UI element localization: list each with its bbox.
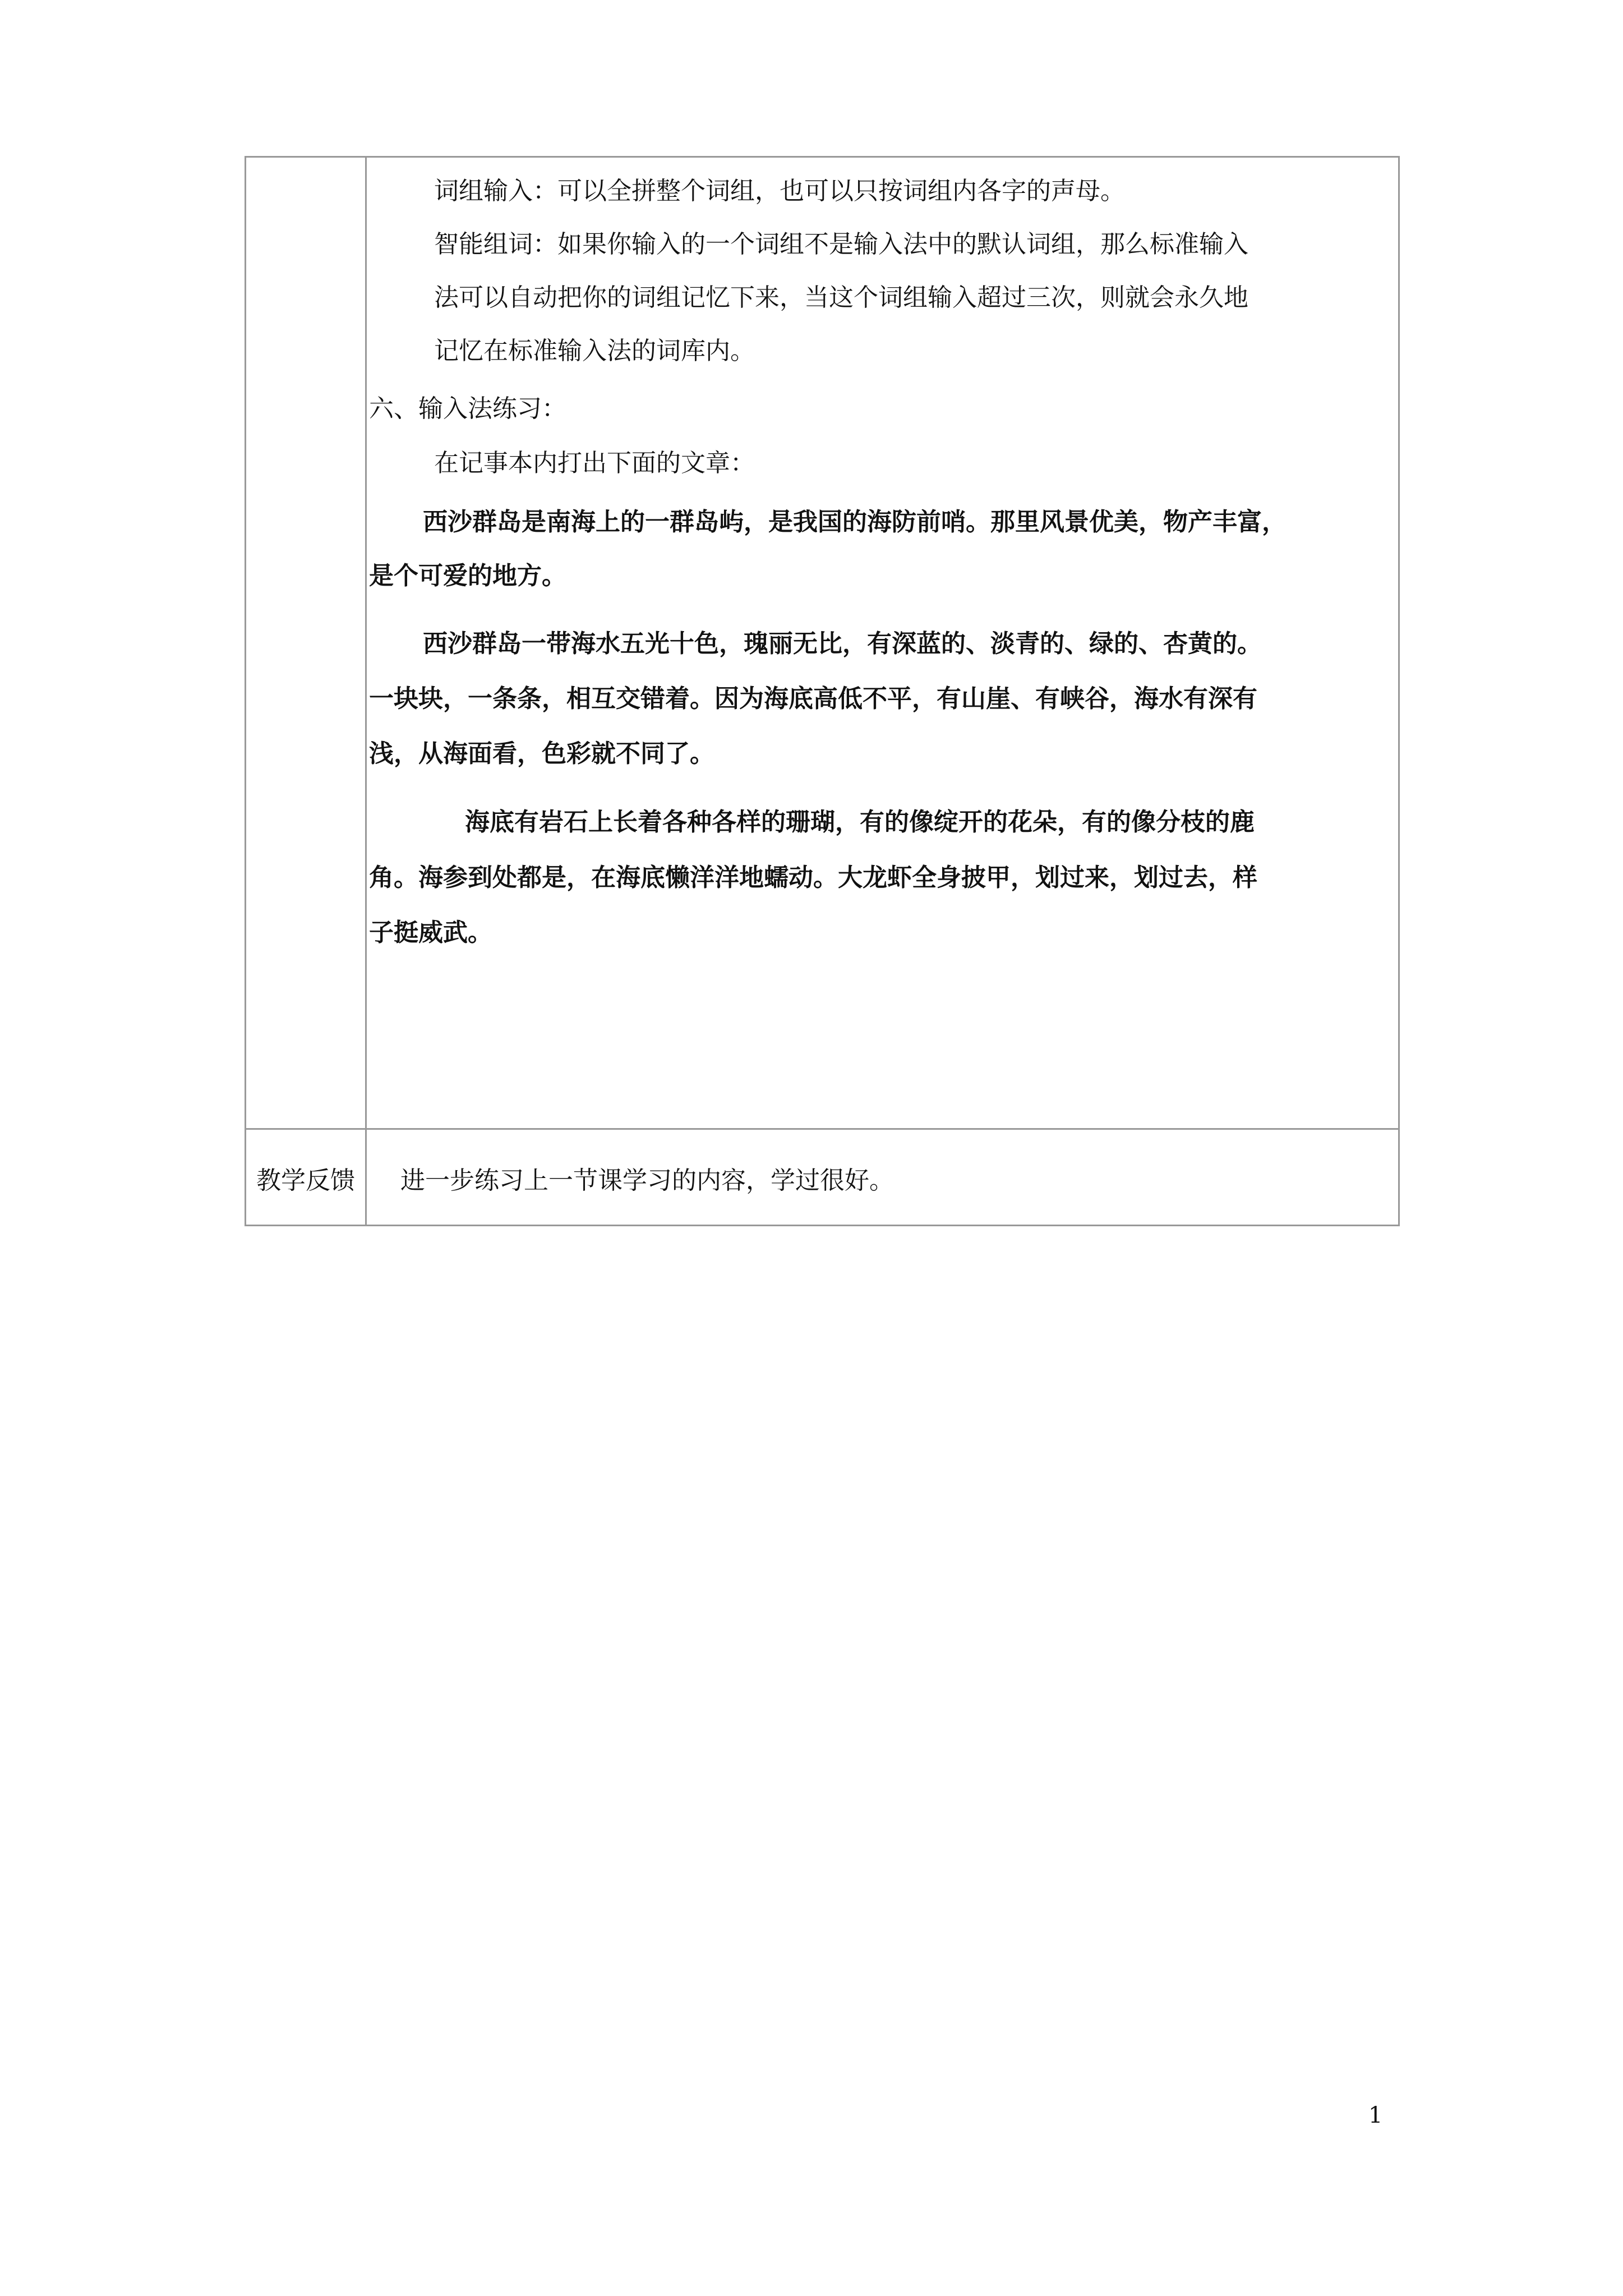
article-line: 浅，从海面看，色彩就不同了。 xyxy=(369,739,714,768)
text-line: 词组输入：可以全拼整个词组，也可以只按词组内各字的声母。 xyxy=(434,177,1125,205)
article-line: 角。海参到处都是，在海底懒洋洋地蠕动。大龙虾全身披甲，划过来，划过去，样 xyxy=(369,863,1257,892)
text-line: 记忆在标准输入法的词库内。 xyxy=(434,337,755,365)
text-line: 法可以自动把你的词组记忆下来，当这个词组输入超过三次，则就会永久地 xyxy=(434,283,1248,312)
page-number: 1 xyxy=(1368,2102,1383,2128)
article-line: 海底有岩石上长着各种各样的珊瑚，有的像绽开的花朵，有的像分枝的鹿 xyxy=(465,808,1255,836)
section-heading: 六、输入法练习： xyxy=(369,394,566,423)
lesson-table xyxy=(245,156,1400,1226)
content-cell xyxy=(367,158,1398,1128)
text-line: 智能组词：如果你输入的一个词组不是输入法中的默认词组，那么标准输入 xyxy=(434,230,1248,259)
article-line: 是个可爱的地方。 xyxy=(369,562,566,590)
feedback-label: 教学反馈 xyxy=(256,1166,355,1195)
feedback-text: 进一步练习上一节课学习的内容，学过很好。 xyxy=(400,1166,894,1195)
article-line: 西沙群岛一带海水五光十色，瑰丽无比，有深蓝的、淡青的、绿的、杏黄的。 xyxy=(423,629,1262,658)
article-line: 子挺威武。 xyxy=(369,918,492,947)
article-line: 西沙群岛是南海上的一群岛屿，是我国的海防前哨。那里风景优美，物产丰富， xyxy=(423,508,1287,536)
text-line: 在记事本内打出下面的文章： xyxy=(434,449,755,477)
article-line: 一块块，一条条，相互交错着。因为海底高低不平，有山崖、有峡谷，海水有深有 xyxy=(369,684,1257,713)
